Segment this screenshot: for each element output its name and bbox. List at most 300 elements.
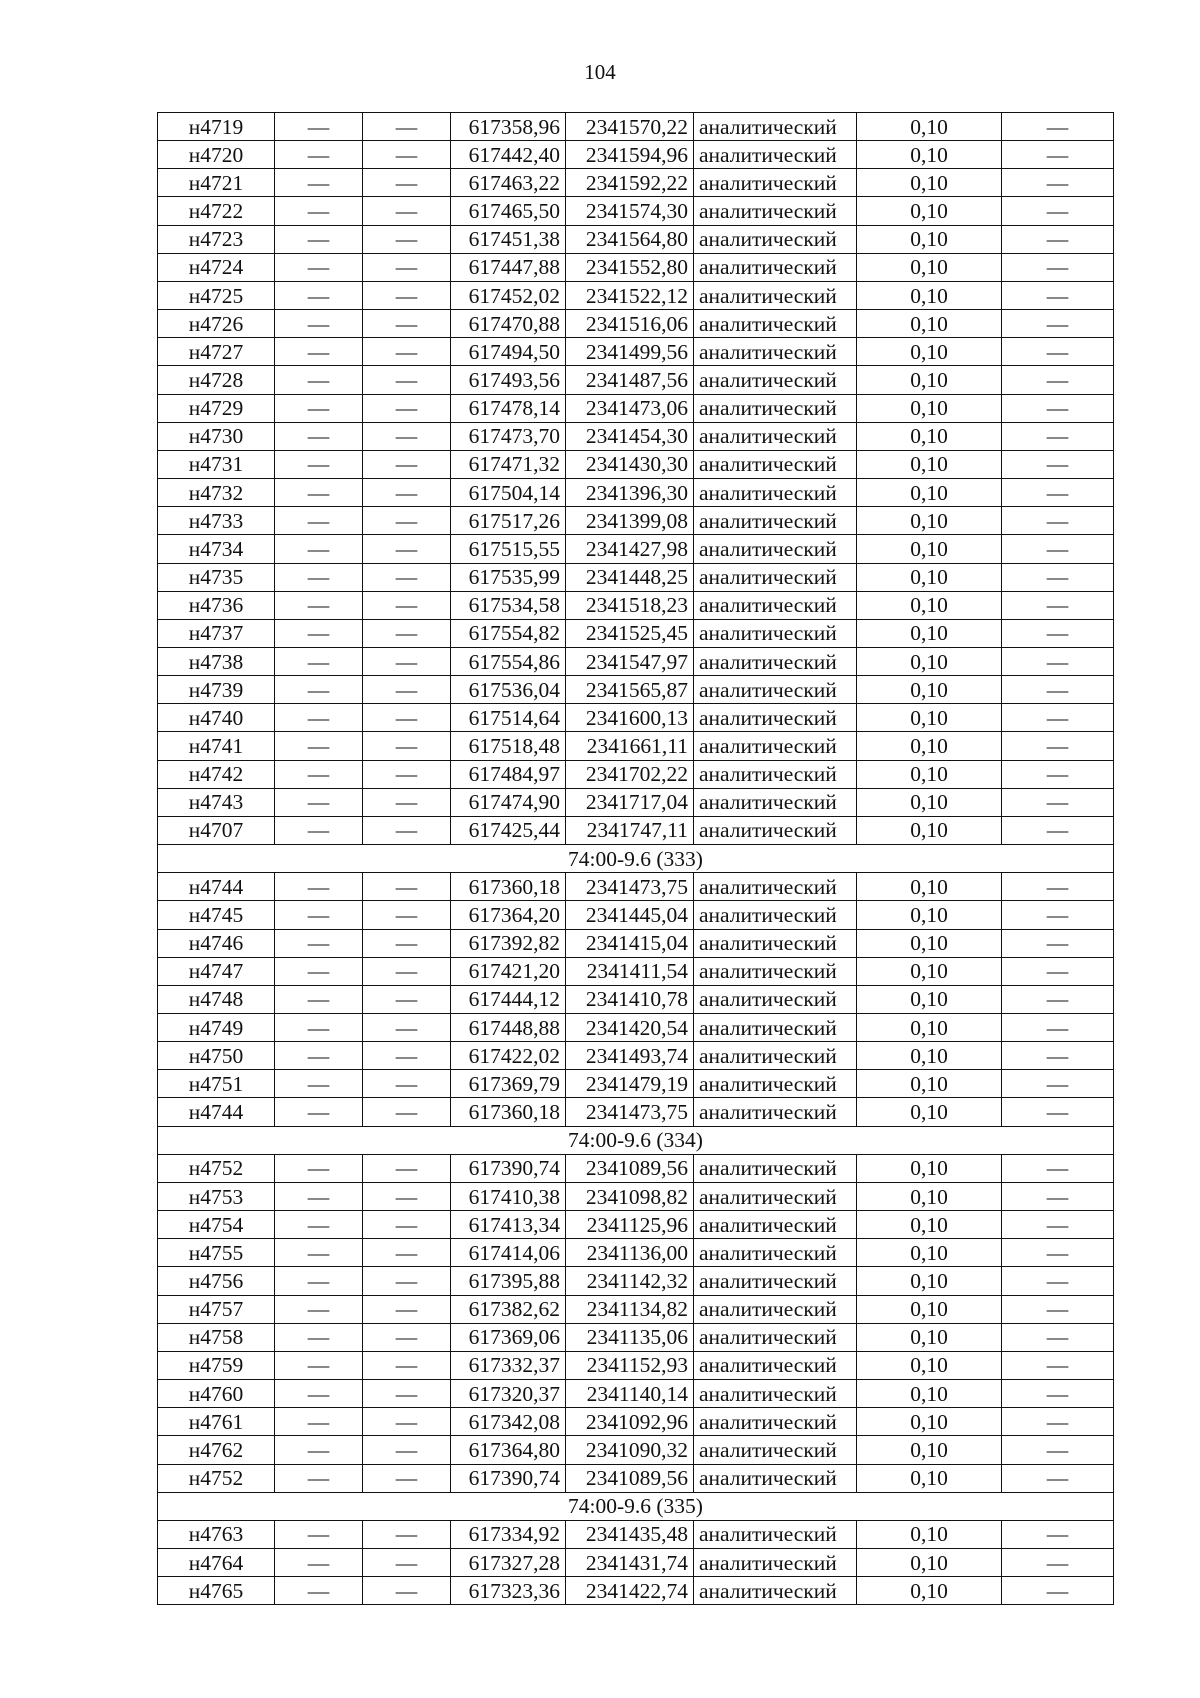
coordinate-y: 2341420,54 xyxy=(566,1014,694,1042)
empty-x-cell: — xyxy=(275,732,363,760)
empty-x-cell: — xyxy=(275,310,363,338)
table-row xyxy=(158,366,1114,394)
table-row xyxy=(158,225,1114,253)
empty-x-cell: — xyxy=(275,1520,363,1548)
coordinate-x: 617534,58 xyxy=(451,591,566,619)
method: аналитический xyxy=(694,1436,857,1464)
method: аналитический xyxy=(694,1464,857,1492)
coordinate-y: 2341152,93 xyxy=(566,1351,694,1379)
method: аналитический xyxy=(694,1295,857,1323)
point-name: н4722 xyxy=(158,197,275,225)
empty-x-cell: — xyxy=(275,1323,363,1351)
coordinate-x: 617342,08 xyxy=(451,1408,566,1436)
method: аналитический xyxy=(694,310,857,338)
description-cell: — xyxy=(1002,1295,1114,1323)
coordinate-y: 2341552,80 xyxy=(566,253,694,281)
table-row xyxy=(158,535,1114,563)
point-name: н4721 xyxy=(158,169,275,197)
point-name: н4730 xyxy=(158,422,275,450)
precision: 0,10 xyxy=(857,563,1002,591)
precision: 0,10 xyxy=(857,366,1002,394)
precision: 0,10 xyxy=(857,535,1002,563)
coordinate-x: 617425,44 xyxy=(451,816,566,844)
coordinate-y: 2341522,12 xyxy=(566,281,694,309)
coordinate-y: 2341136,00 xyxy=(566,1239,694,1267)
point-name: н4735 xyxy=(158,563,275,591)
empty-y-cell: — xyxy=(363,1520,451,1548)
coordinate-y: 2341098,82 xyxy=(566,1182,694,1210)
table-row xyxy=(158,141,1114,169)
coordinate-y: 2341399,08 xyxy=(566,507,694,535)
coordinate-y: 2341717,04 xyxy=(566,788,694,816)
point-name: н4762 xyxy=(158,1436,275,1464)
empty-y-cell: — xyxy=(363,169,451,197)
empty-y-cell: — xyxy=(363,113,451,141)
method: аналитический xyxy=(694,1070,857,1098)
precision: 0,10 xyxy=(857,957,1002,985)
description-cell: — xyxy=(1002,1042,1114,1070)
section-header-row xyxy=(158,845,1114,873)
table-row xyxy=(158,1380,1114,1408)
empty-x-cell: — xyxy=(275,141,363,169)
description-cell: — xyxy=(1002,479,1114,507)
empty-y-cell: — xyxy=(363,1351,451,1379)
empty-x-cell: — xyxy=(275,1408,363,1436)
table-row xyxy=(158,1014,1114,1042)
coordinate-y: 2341473,75 xyxy=(566,1098,694,1126)
coordinate-y: 2341454,30 xyxy=(566,422,694,450)
description-cell: — xyxy=(1002,1014,1114,1042)
coordinate-x: 617514,64 xyxy=(451,704,566,732)
table-row xyxy=(158,732,1114,760)
coordinate-y: 2341140,14 xyxy=(566,1380,694,1408)
table-row xyxy=(158,1154,1114,1182)
table-row xyxy=(158,788,1114,816)
coordinate-y: 2341430,30 xyxy=(566,450,694,478)
empty-x-cell: — xyxy=(275,197,363,225)
point-name: н4758 xyxy=(158,1323,275,1351)
table-row xyxy=(158,985,1114,1013)
empty-y-cell: — xyxy=(363,873,451,901)
empty-y-cell: — xyxy=(363,816,451,844)
method: аналитический xyxy=(694,253,857,281)
coordinate-x: 617413,34 xyxy=(451,1211,566,1239)
coordinate-y: 2341431,74 xyxy=(566,1548,694,1576)
point-name: н4752 xyxy=(158,1464,275,1492)
method: аналитический xyxy=(694,732,857,760)
empty-y-cell: — xyxy=(363,901,451,929)
method: аналитический xyxy=(694,394,857,422)
coordinate-y: 2341089,56 xyxy=(566,1154,694,1182)
empty-y-cell: — xyxy=(363,338,451,366)
empty-y-cell: — xyxy=(363,141,451,169)
empty-y-cell: — xyxy=(363,450,451,478)
coordinate-x: 617442,40 xyxy=(451,141,566,169)
coordinate-y: 2341134,82 xyxy=(566,1295,694,1323)
description-cell: — xyxy=(1002,281,1114,309)
section-title: 74:00-9.6 (334) xyxy=(158,1126,1114,1154)
precision: 0,10 xyxy=(857,1014,1002,1042)
precision: 0,10 xyxy=(857,788,1002,816)
empty-x-cell: — xyxy=(275,1436,363,1464)
precision: 0,10 xyxy=(857,1323,1002,1351)
empty-x-cell: — xyxy=(275,507,363,535)
coordinate-x: 617474,90 xyxy=(451,788,566,816)
point-name: н4707 xyxy=(158,816,275,844)
precision: 0,10 xyxy=(857,1577,1002,1605)
coordinate-x: 617320,37 xyxy=(451,1380,566,1408)
empty-x-cell: — xyxy=(275,1154,363,1182)
description-cell: — xyxy=(1002,1351,1114,1379)
precision: 0,10 xyxy=(857,507,1002,535)
coordinate-y: 2341415,04 xyxy=(566,929,694,957)
coordinate-x: 617470,88 xyxy=(451,310,566,338)
coordinate-y: 2341092,96 xyxy=(566,1408,694,1436)
table-row xyxy=(158,1295,1114,1323)
empty-y-cell: — xyxy=(363,479,451,507)
description-cell: — xyxy=(1002,985,1114,1013)
description-cell: — xyxy=(1002,394,1114,422)
precision: 0,10 xyxy=(857,169,1002,197)
coordinate-y: 2341702,22 xyxy=(566,760,694,788)
coordinate-x: 617554,86 xyxy=(451,647,566,675)
method: аналитический xyxy=(694,1577,857,1605)
empty-x-cell: — xyxy=(275,760,363,788)
empty-x-cell: — xyxy=(275,1380,363,1408)
precision: 0,10 xyxy=(857,1380,1002,1408)
coordinate-x: 617360,18 xyxy=(451,1098,566,1126)
method: аналитический xyxy=(694,507,857,535)
coordinate-y: 2341448,25 xyxy=(566,563,694,591)
point-name: н4740 xyxy=(158,704,275,732)
precision: 0,10 xyxy=(857,1436,1002,1464)
description-cell: — xyxy=(1002,1408,1114,1436)
coordinate-x: 617444,12 xyxy=(451,985,566,1013)
table-row xyxy=(158,1070,1114,1098)
coordinate-x: 617414,06 xyxy=(451,1239,566,1267)
precision: 0,10 xyxy=(857,1408,1002,1436)
point-name: н4752 xyxy=(158,1154,275,1182)
method: аналитический xyxy=(694,619,857,647)
empty-x-cell: — xyxy=(275,957,363,985)
precision: 0,10 xyxy=(857,394,1002,422)
point-name: н4754 xyxy=(158,1211,275,1239)
empty-x-cell: — xyxy=(275,422,363,450)
point-name: н4731 xyxy=(158,450,275,478)
precision: 0,10 xyxy=(857,1042,1002,1070)
precision: 0,10 xyxy=(857,113,1002,141)
empty-y-cell: — xyxy=(363,704,451,732)
point-name: н4763 xyxy=(158,1520,275,1548)
empty-x-cell: — xyxy=(275,985,363,1013)
coordinate-x: 617360,18 xyxy=(451,873,566,901)
coordinate-x: 617390,74 xyxy=(451,1464,566,1492)
method: аналитический xyxy=(694,1211,857,1239)
point-name: н4723 xyxy=(158,225,275,253)
coordinate-y: 2341487,56 xyxy=(566,366,694,394)
description-cell: — xyxy=(1002,1436,1114,1464)
point-name: н4732 xyxy=(158,479,275,507)
empty-y-cell: — xyxy=(363,422,451,450)
point-name: н4734 xyxy=(158,535,275,563)
precision: 0,10 xyxy=(857,1154,1002,1182)
coordinate-x: 617327,28 xyxy=(451,1548,566,1576)
empty-x-cell: — xyxy=(275,929,363,957)
empty-y-cell: — xyxy=(363,929,451,957)
method: аналитический xyxy=(694,366,857,394)
precision: 0,10 xyxy=(857,253,1002,281)
point-name: н4751 xyxy=(158,1070,275,1098)
empty-x-cell: — xyxy=(275,1014,363,1042)
empty-y-cell: — xyxy=(363,760,451,788)
precision: 0,10 xyxy=(857,1098,1002,1126)
empty-x-cell: — xyxy=(275,366,363,394)
point-name: н4724 xyxy=(158,253,275,281)
empty-x-cell: — xyxy=(275,535,363,563)
coordinate-x: 617332,37 xyxy=(451,1351,566,1379)
description-cell: — xyxy=(1002,591,1114,619)
empty-y-cell: — xyxy=(363,310,451,338)
method: аналитический xyxy=(694,901,857,929)
empty-y-cell: — xyxy=(363,788,451,816)
empty-x-cell: — xyxy=(275,901,363,929)
coordinate-x: 617448,88 xyxy=(451,1014,566,1042)
empty-x-cell: — xyxy=(275,253,363,281)
coordinate-x: 617323,36 xyxy=(451,1577,566,1605)
coordinate-y: 2341427,98 xyxy=(566,535,694,563)
point-name: н4755 xyxy=(158,1239,275,1267)
empty-y-cell: — xyxy=(363,197,451,225)
empty-y-cell: — xyxy=(363,225,451,253)
description-cell: — xyxy=(1002,732,1114,760)
empty-x-cell: — xyxy=(275,1351,363,1379)
coordinate-y: 2341518,23 xyxy=(566,591,694,619)
coordinate-x: 617484,97 xyxy=(451,760,566,788)
point-name: н4760 xyxy=(158,1380,275,1408)
empty-y-cell: — xyxy=(363,619,451,647)
description-cell: — xyxy=(1002,338,1114,366)
empty-x-cell: — xyxy=(275,1182,363,1210)
method: аналитический xyxy=(694,1351,857,1379)
coordinate-y: 2341411,54 xyxy=(566,957,694,985)
empty-y-cell: — xyxy=(363,647,451,675)
section-title: 74:00-9.6 (333) xyxy=(158,845,1114,873)
description-cell: — xyxy=(1002,1380,1114,1408)
coordinate-y: 2341473,75 xyxy=(566,873,694,901)
empty-x-cell: — xyxy=(275,816,363,844)
method: аналитический xyxy=(694,1154,857,1182)
description-cell: — xyxy=(1002,1070,1114,1098)
empty-y-cell: — xyxy=(363,1098,451,1126)
description-cell: — xyxy=(1002,1464,1114,1492)
precision: 0,10 xyxy=(857,1548,1002,1576)
table-row xyxy=(158,1267,1114,1295)
method: аналитический xyxy=(694,873,857,901)
coordinate-x: 617515,55 xyxy=(451,535,566,563)
empty-x-cell: — xyxy=(275,704,363,732)
precision: 0,10 xyxy=(857,479,1002,507)
description-cell: — xyxy=(1002,1520,1114,1548)
coordinate-x: 617554,82 xyxy=(451,619,566,647)
table-row xyxy=(158,873,1114,901)
description-cell: — xyxy=(1002,901,1114,929)
point-name: н4756 xyxy=(158,1267,275,1295)
description-cell: — xyxy=(1002,676,1114,704)
coordinate-y: 2341570,22 xyxy=(566,113,694,141)
precision: 0,10 xyxy=(857,591,1002,619)
coordinate-y: 2341142,32 xyxy=(566,1267,694,1295)
table-row xyxy=(158,281,1114,309)
precision: 0,10 xyxy=(857,929,1002,957)
method: аналитический xyxy=(694,1014,857,1042)
coordinate-x: 617421,20 xyxy=(451,957,566,985)
point-name: н4726 xyxy=(158,310,275,338)
method: аналитический xyxy=(694,760,857,788)
empty-y-cell: — xyxy=(363,676,451,704)
coordinate-x: 617473,70 xyxy=(451,422,566,450)
table-row xyxy=(158,591,1114,619)
method: аналитический xyxy=(694,591,857,619)
coordinate-y: 2341516,06 xyxy=(566,310,694,338)
precision: 0,10 xyxy=(857,816,1002,844)
empty-x-cell: — xyxy=(275,1098,363,1126)
empty-y-cell: — xyxy=(363,1182,451,1210)
coordinate-y: 2341410,78 xyxy=(566,985,694,1013)
empty-x-cell: — xyxy=(275,281,363,309)
precision: 0,10 xyxy=(857,1239,1002,1267)
empty-x-cell: — xyxy=(275,788,363,816)
description-cell: — xyxy=(1002,1267,1114,1295)
description-cell: — xyxy=(1002,197,1114,225)
coordinate-x: 617395,88 xyxy=(451,1267,566,1295)
coordinate-y: 2341600,13 xyxy=(566,704,694,732)
point-name: н4737 xyxy=(158,619,275,647)
coordinate-x: 617364,20 xyxy=(451,901,566,929)
coordinate-y: 2341499,56 xyxy=(566,338,694,366)
table-row xyxy=(158,1323,1114,1351)
table-row xyxy=(158,113,1114,141)
description-cell: — xyxy=(1002,957,1114,985)
description-cell: — xyxy=(1002,704,1114,732)
point-name: н4761 xyxy=(158,1408,275,1436)
point-name: н4720 xyxy=(158,141,275,169)
coordinates-table xyxy=(157,112,1114,1605)
empty-x-cell: — xyxy=(275,479,363,507)
point-name: н4765 xyxy=(158,1577,275,1605)
method: аналитический xyxy=(694,1267,857,1295)
method: аналитический xyxy=(694,676,857,704)
empty-y-cell: — xyxy=(363,1436,451,1464)
method: аналитический xyxy=(694,535,857,563)
empty-y-cell: — xyxy=(363,1295,451,1323)
description-cell: — xyxy=(1002,141,1114,169)
coordinate-y: 2341493,74 xyxy=(566,1042,694,1070)
precision: 0,10 xyxy=(857,1267,1002,1295)
precision: 0,10 xyxy=(857,450,1002,478)
coordinate-x: 617358,96 xyxy=(451,113,566,141)
coordinate-x: 617334,92 xyxy=(451,1520,566,1548)
empty-x-cell: — xyxy=(275,619,363,647)
empty-y-cell: — xyxy=(363,281,451,309)
precision: 0,10 xyxy=(857,732,1002,760)
coordinate-y: 2341525,45 xyxy=(566,619,694,647)
precision: 0,10 xyxy=(857,901,1002,929)
coordinate-x: 617518,48 xyxy=(451,732,566,760)
table-row xyxy=(158,563,1114,591)
empty-x-cell: — xyxy=(275,647,363,675)
method: аналитический xyxy=(694,1098,857,1126)
empty-x-cell: — xyxy=(275,450,363,478)
method: аналитический xyxy=(694,1182,857,1210)
method: аналитический xyxy=(694,985,857,1013)
precision: 0,10 xyxy=(857,197,1002,225)
table-row xyxy=(158,957,1114,985)
description-cell: — xyxy=(1002,113,1114,141)
description-cell: — xyxy=(1002,422,1114,450)
empty-y-cell: — xyxy=(363,394,451,422)
precision: 0,10 xyxy=(857,281,1002,309)
precision: 0,10 xyxy=(857,1520,1002,1548)
point-name: н4746 xyxy=(158,929,275,957)
point-name: н4738 xyxy=(158,647,275,675)
method: аналитический xyxy=(694,197,857,225)
point-name: н4739 xyxy=(158,676,275,704)
description-cell: — xyxy=(1002,310,1114,338)
table-row xyxy=(158,394,1114,422)
empty-y-cell: — xyxy=(363,1042,451,1070)
empty-x-cell: — xyxy=(275,338,363,366)
precision: 0,10 xyxy=(857,873,1002,901)
point-name: н4728 xyxy=(158,366,275,394)
precision: 0,10 xyxy=(857,225,1002,253)
precision: 0,10 xyxy=(857,647,1002,675)
point-name: н4736 xyxy=(158,591,275,619)
empty-x-cell: — xyxy=(275,394,363,422)
empty-y-cell: — xyxy=(363,1014,451,1042)
precision: 0,10 xyxy=(857,760,1002,788)
description-cell: — xyxy=(1002,1182,1114,1210)
method: аналитический xyxy=(694,929,857,957)
table-row xyxy=(158,901,1114,929)
table-row xyxy=(158,197,1114,225)
precision: 0,10 xyxy=(857,985,1002,1013)
method: аналитический xyxy=(694,422,857,450)
point-name: н4745 xyxy=(158,901,275,929)
table-row xyxy=(158,929,1114,957)
description-cell: — xyxy=(1002,366,1114,394)
section-header-row xyxy=(158,1492,1114,1520)
method: аналитический xyxy=(694,1548,857,1576)
coordinate-x: 617369,06 xyxy=(451,1323,566,1351)
table-row xyxy=(158,1042,1114,1070)
method: аналитический xyxy=(694,563,857,591)
description-cell: — xyxy=(1002,507,1114,535)
coordinates-table-body xyxy=(158,113,1114,1605)
point-name: н4729 xyxy=(158,394,275,422)
description-cell: — xyxy=(1002,535,1114,563)
precision: 0,10 xyxy=(857,704,1002,732)
empty-y-cell: — xyxy=(363,1408,451,1436)
empty-x-cell: — xyxy=(275,169,363,197)
description-cell: — xyxy=(1002,619,1114,647)
empty-x-cell: — xyxy=(275,1239,363,1267)
description-cell: — xyxy=(1002,929,1114,957)
coordinate-x: 617452,02 xyxy=(451,281,566,309)
empty-y-cell: — xyxy=(363,732,451,760)
coordinate-x: 617478,14 xyxy=(451,394,566,422)
method: аналитический xyxy=(694,1520,857,1548)
table-row xyxy=(158,1098,1114,1126)
